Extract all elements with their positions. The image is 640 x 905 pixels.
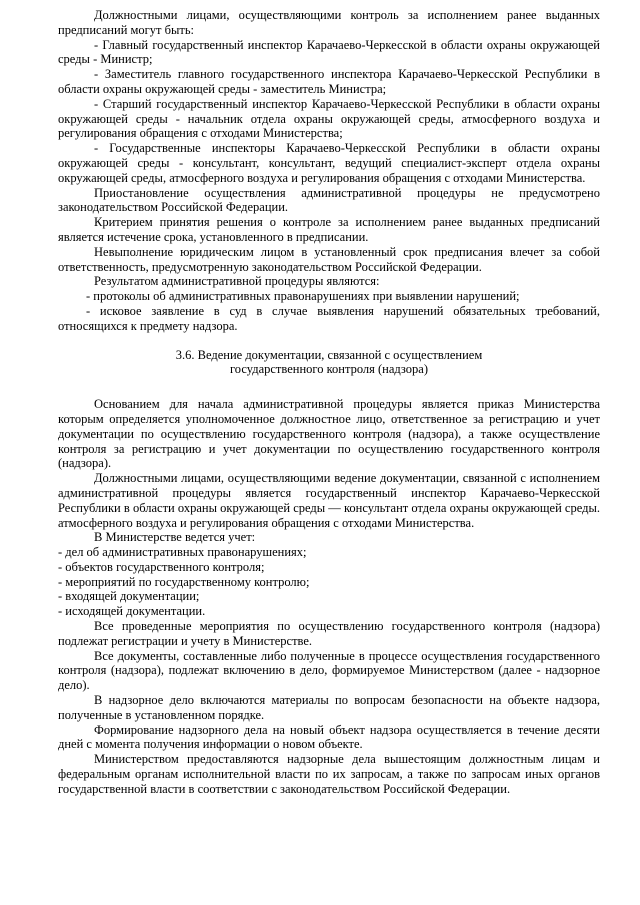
accounting-list <box>58 545 600 619</box>
list-item: - Главный государственный инспектор Карачаево-Черкесской в области охраны окружающей среды - Министр; <box>58 37 600 67</box>
list-item: - дел об административных правонарушениях; <box>58 545 307 560</box>
list-item: - исходящей документации. <box>58 604 206 619</box>
paragraph-documentation-officials: Должностными лицами, осуществляющими ведение документации, связанной с исполнением административной процедуры является государственный инспектор Карачаево-Черкесской Республики в области охраны окружающей среды — консультант отдела охраны окружающей среды. атмосферного воздуха и регулирования обращения с отходами Министерства. <box>58 471 600 530</box>
list-item: - входящей документации; <box>58 589 200 604</box>
paragraph-forming: Формирование надзорного дела на новый объект надзора осуществляется в течение десяти дней с момента получения информации о новом объекте. <box>58 722 600 752</box>
list-item: - протоколы об административных правонарушениях при выявлении нарушений; <box>86 289 520 304</box>
list-item: - мероприятий по государственному контролю; <box>58 574 310 589</box>
section-heading-line: государственного контроля (надзора) <box>229 362 429 377</box>
paragraph-failure: Невыполнение юридическим лицом в установленный срок предписания влечет за собой ответственность, предусмотренную законодательством Российской Федерации. <box>58 244 600 274</box>
officials-list <box>58 38 600 186</box>
paragraph-suspension: Приостановление осуществления административной процедуры не предусмотрено законодательством Российской Федерации. <box>58 185 600 215</box>
paragraph-registration: Все проведенные мероприятия по осуществлению государственного контроля (надзора) подлежат регистрации и учету в Министерстве. <box>58 619 600 648</box>
paragraph-accounting: В Министерстве ведется учет: <box>94 530 256 545</box>
results-list <box>58 289 600 333</box>
section-heading-line: 3.6. Ведение документации, связанной с осуществлением <box>175 347 483 362</box>
list-item: - исковое заявление в суд в случае выявления нарушений обязательных требований, относящихся к предмету надзора. <box>58 303 600 333</box>
section-heading <box>58 348 600 378</box>
list-item: - Старший государственный инспектор Карачаево-Черкесской Республики в области охраны окружающей среды - начальник отдела охраны окружающей среды, атмосферного воздуха и регулирования обращения с отходами Министерства; <box>58 96 600 141</box>
paragraph-criterion: Критерием принятия решения о контроле за исполнением ранее выданных предписаний является истечение срока, установленного в предписании. <box>58 215 600 244</box>
list-item: - Государственные инспекторы Карачаево-Черкесской Республики в области охраны окружающей среды - консультант, консультант, ведущий специалист-эксперт отдела охраны окружающей среды, атмосферного воздуха и регулирования обращения с отходами Министерства. <box>58 141 600 185</box>
paragraph-basis: Основанием для начала административной процедуры является приказ Министерства которым определяется уполномоченное должностное лицо, ответственное за регистрацию и учет документации по осуществлению государственного контроля (надзора), а также осуществление контроля за регистрацию и учет документации по осуществлению государственного контроля (надзора). <box>58 397 600 471</box>
paragraph-documents: Все документы, составленные либо полученные в процессе осуществления государственного контроля (надзора), подлежат включению в дело, формируемое Министерством (далее - надзорное дело). <box>58 648 600 693</box>
paragraph-case-materials: В надзорное дело включаются материалы по вопросам безопасности на объекте надзора, полученные в установленном порядке. <box>58 693 600 722</box>
paragraph-results: Результатом административной процедуры являются: <box>94 274 380 289</box>
list-item: - объектов государственного контроля; <box>58 559 265 574</box>
list-item: - Заместитель главного государственного инспектора Карачаево-Черкесской Республики в области охраны окружающей среды - заместитель Министра; <box>58 67 600 96</box>
paragraph-provision: Министерством предоставляются надзорные дела вышестоящим должностным лицам и федеральным органам исполнительной власти по их запросам, а также по запросам иных органов государственной власти в соответствии с законодательством Российской Федерации. <box>58 752 600 796</box>
paragraph-control-officials: Должностными лицами, осуществляющими контроль за исполнением ранее выданных предписаний могут быть: <box>58 8 600 37</box>
